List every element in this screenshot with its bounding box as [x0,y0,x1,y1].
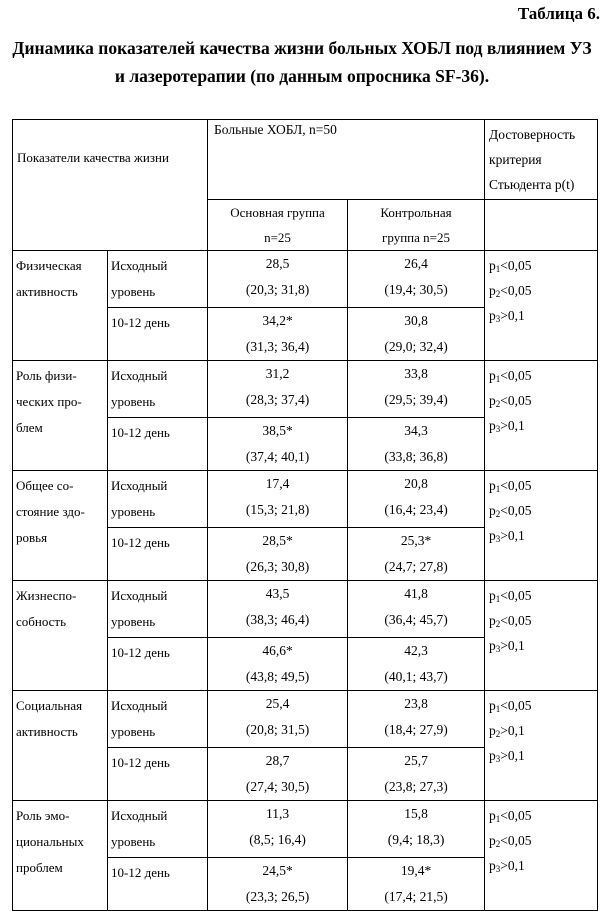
p-value-line [489,278,593,303]
cell-line: проблем [16,860,63,875]
cell-line: (8,5; 16,4) [249,832,306,847]
title-line: и лазеротерапии (по данным опросника SF-36). [114,66,490,86]
cell-line: Исходный [111,698,168,713]
period-followup: 10-12 день [108,748,208,801]
p-value: <0,05 [500,808,532,823]
p-value-line [489,413,593,438]
cell-line: 25,4 [265,696,290,711]
p-value: >0,1 [500,418,525,433]
p-index: 2 [495,509,501,519]
cell-line: блем [16,420,43,435]
cell-line: 33,8 [404,366,428,381]
p-value-line [489,633,593,658]
cell-line: уровень [111,724,156,739]
p-index: 2 [495,289,501,299]
p-index: 1 [495,264,501,274]
p-index: 3 [495,754,501,764]
cell-line: (37,4; 40,1) [245,449,310,464]
value-main-followup [208,858,348,911]
cell-line: 23,8 [404,696,428,711]
p-values [485,361,598,471]
cell-line: 19,4* [400,863,432,878]
cell-line: Физическая [16,258,82,273]
value-control-baseline [348,581,485,638]
cell-line: уровень [111,284,156,299]
header-significance-line: критерия [489,152,542,167]
value-control-followup [348,418,485,471]
cell-line: (27,4; 30,5) [245,779,310,794]
cell-line: активность [16,724,78,739]
header-significance-line: Стьюдента р(t) [489,177,575,192]
period-followup: 10-12 день [108,528,208,581]
p-symbol: р [489,723,496,738]
p-value: <0,05 [500,588,532,603]
header-indicators-cell [13,120,208,251]
p-index: 3 [495,864,501,874]
value-control-baseline [348,801,485,858]
p-symbol: р [489,613,496,628]
cell-line: уровень [111,834,156,849]
p-values [485,251,598,361]
cell-line: (24,7; 27,8) [384,559,448,574]
period-followup: 10-12 день [108,418,208,471]
cell-line: (36,4; 45,7) [384,612,448,627]
p-value-line [489,828,593,853]
p-symbol: р [489,858,496,873]
cell-line: (29,5; 39,4) [384,392,448,407]
value-control-baseline [348,471,485,528]
indicator-name [13,361,108,471]
p-value: >0,1 [500,308,525,323]
value-control-followup [348,638,485,691]
indicator-name [13,471,108,581]
value-control-followup [348,528,485,581]
p-index: 1 [495,704,501,714]
table-row [13,691,598,748]
cell-line: 24,5* [262,863,293,878]
p-index: 1 [495,374,501,384]
p-index: 2 [495,399,501,409]
cell-line: Роль физи- [16,368,77,383]
p-value-line [489,583,593,608]
cell-line: Жизнеспо- [16,588,77,603]
cell-line: (23,8; 27,3) [384,779,448,794]
cell-line: (43,8; 49,5) [245,669,310,684]
header-control-group [348,200,485,251]
cell-line: (31,3; 36,4) [245,339,310,354]
p-index: 3 [495,534,501,544]
value-main-followup [208,748,348,801]
period-followup: 10-12 день [108,308,208,361]
p-value: >0,1 [500,528,525,543]
table-title [8,34,596,90]
p-value: <0,05 [500,368,532,383]
cell-line: (17,4; 21,5) [384,889,448,904]
cell-line: 41,8 [404,586,428,601]
cell-line: (19,4; 30,5) [384,282,448,297]
table-row [13,251,598,308]
p-value-line [489,363,593,388]
p-index: 1 [495,594,501,604]
cell-line: собность [16,614,67,629]
p-values [485,581,598,691]
cell-line: 20,8 [404,476,428,491]
period-baseline [108,581,208,638]
p-symbol: р [489,393,496,408]
p-value-line [489,303,593,328]
value-control-followup [348,308,485,361]
indicator-name [13,691,108,801]
cell-line: (33,8; 36,8) [384,449,448,464]
value-main-followup [208,308,348,361]
p-symbol: р [489,748,496,763]
period-followup: 10-12 день [108,638,208,691]
cell-line: 15,8 [404,806,428,821]
cell-line: 28,7 [265,753,290,768]
cell-line: 11,3 [265,806,290,821]
p-value: <0,05 [500,478,532,493]
cell-line: (20,3; 31,8) [245,282,310,297]
cell-line: 31,2 [265,366,290,381]
p-value-line [489,803,593,828]
value-control-baseline [348,251,485,308]
cell-line: Исходный [111,808,168,823]
quality-of-life-table [12,119,598,911]
p-symbol: р [489,528,496,543]
p-symbol: р [489,368,496,383]
period-baseline [108,801,208,858]
title-line: Динамика показателей качества жизни больных ХОБЛ под влиянием УЗ [12,38,592,58]
p-symbol: р [489,418,496,433]
p-index: 3 [495,314,501,324]
value-main-baseline [208,471,348,528]
table-number-label: Таблица 6. [517,4,600,23]
cell-line: 25,3* [400,533,432,548]
p-value-line [489,743,593,768]
p-symbol: р [489,478,496,493]
p-symbol: р [489,503,496,518]
p-value-line [489,253,593,278]
cell-line: (28,3; 37,4) [245,392,310,407]
cell-line: ческих про- [16,394,82,409]
value-control-baseline [348,691,485,748]
value-main-followup [208,528,348,581]
p-symbol: р [489,698,496,713]
cell-line: Общее со- [16,478,74,493]
cell-line: 26,4 [404,256,428,271]
cell-line: 46,6* [262,643,293,658]
p-value: <0,05 [500,393,532,408]
p-value: >0,1 [500,638,525,653]
cell-line: циональных [16,834,84,849]
p-value: >0,1 [500,858,525,873]
header-main-line: n=25 [264,230,291,245]
p-value: >0,1 [500,748,525,763]
value-main-baseline [208,801,348,858]
value-main-followup [208,418,348,471]
cell-line: уровень [111,614,156,629]
cell-line: (26,3; 30,8) [245,559,310,574]
p-value: <0,05 [500,258,532,273]
p-value-line [489,388,593,413]
p-values [485,471,598,581]
cell-line: 43,5 [265,586,290,601]
value-main-baseline [208,251,348,308]
p-value: <0,05 [500,833,532,848]
header-control-line: Контрольная [380,205,452,220]
value-control-baseline [348,361,485,418]
value-control-followup [348,748,485,801]
cell-line: уровень [111,394,156,409]
cell-line: Роль эмо- [16,808,70,823]
header-control-line: группа n=25 [382,230,450,245]
p-value: >0,1 [500,723,525,738]
p-symbol: р [489,258,496,273]
period-baseline [108,361,208,418]
cell-line: (20,8; 31,5) [245,722,310,737]
header-indicators: Показатели качества жизни [17,150,169,165]
period-baseline [108,691,208,748]
header-significance-line: Достоверность [489,127,576,142]
indicator-name [13,801,108,911]
cell-line: Исходный [111,258,168,273]
p-value: <0,05 [500,503,532,518]
cell-line: уровень [111,504,156,519]
p-value-line [489,608,593,633]
p-symbol: р [489,588,496,603]
p-value: <0,05 [500,613,532,628]
value-main-followup [208,638,348,691]
p-values [485,801,598,911]
p-symbol: р [489,808,496,823]
p-value-line [489,718,593,743]
cell-line: (40,1; 43,7) [384,669,448,684]
cell-line: стояние здо- [16,504,85,519]
p-index: 1 [495,814,501,824]
period-baseline [108,471,208,528]
p-index: 3 [495,644,501,654]
cell-line: (9,4; 18,3) [387,832,445,847]
p-index: 2 [495,619,501,629]
p-symbol: р [489,638,496,653]
p-value-line [489,473,593,498]
header-patients: Больные ХОБЛ, n=50 [208,120,485,200]
p-value-line [489,853,593,878]
cell-line: 28,5 [265,256,290,271]
header-significance [485,120,598,200]
p-values [485,691,598,801]
p-index: 1 [495,484,501,494]
p-index: 2 [495,729,501,739]
cell-line: 17,4 [265,476,290,491]
p-index: 3 [495,424,501,434]
value-main-baseline [208,581,348,638]
cell-line: (15,3; 21,8) [245,502,310,517]
p-value: <0,05 [500,698,532,713]
cell-line: активность [16,284,78,299]
value-main-baseline [208,691,348,748]
cell-line: (29,0; 32,4) [384,339,448,354]
indicator-name [13,581,108,691]
p-symbol: р [489,283,496,298]
table-row [13,361,598,418]
cell-line: Исходный [111,478,168,493]
cell-line: 34,2* [262,313,293,328]
p-symbol: р [489,308,496,323]
period-followup: 10-12 день [108,858,208,911]
header-main-group [208,200,348,251]
period-baseline [108,251,208,308]
cell-line: 34,3 [404,423,428,438]
p-value-line [489,498,593,523]
p-value-line [489,523,593,548]
cell-line: (16,4; 23,4) [384,502,448,517]
p-value: <0,05 [500,283,532,298]
value-main-baseline [208,361,348,418]
table-row [13,581,598,638]
value-control-followup [348,858,485,911]
cell-line: Исходный [111,588,168,603]
table-row [13,801,598,858]
cell-line: Исходный [111,368,168,383]
indicator-name [13,251,108,361]
cell-line: ровья [16,530,48,545]
cell-line: Социальная [16,698,83,713]
cell-line: 30,8 [404,313,428,328]
cell-line: 25,7 [404,753,428,768]
cell-line: (23,3; 26,5) [245,889,310,904]
p-symbol: р [489,833,496,848]
cell-line: 42,3 [404,643,428,658]
header-empty-cell [485,200,598,251]
cell-line: (18,4; 27,9) [384,722,448,737]
table-row [13,471,598,528]
cell-line: 28,5* [262,533,293,548]
cell-line: (38,3; 46,4) [245,612,310,627]
header-main-line: Основная группа [230,205,325,220]
cell-line: 38,5* [262,423,293,438]
p-value-line [489,693,593,718]
p-index: 2 [495,839,501,849]
